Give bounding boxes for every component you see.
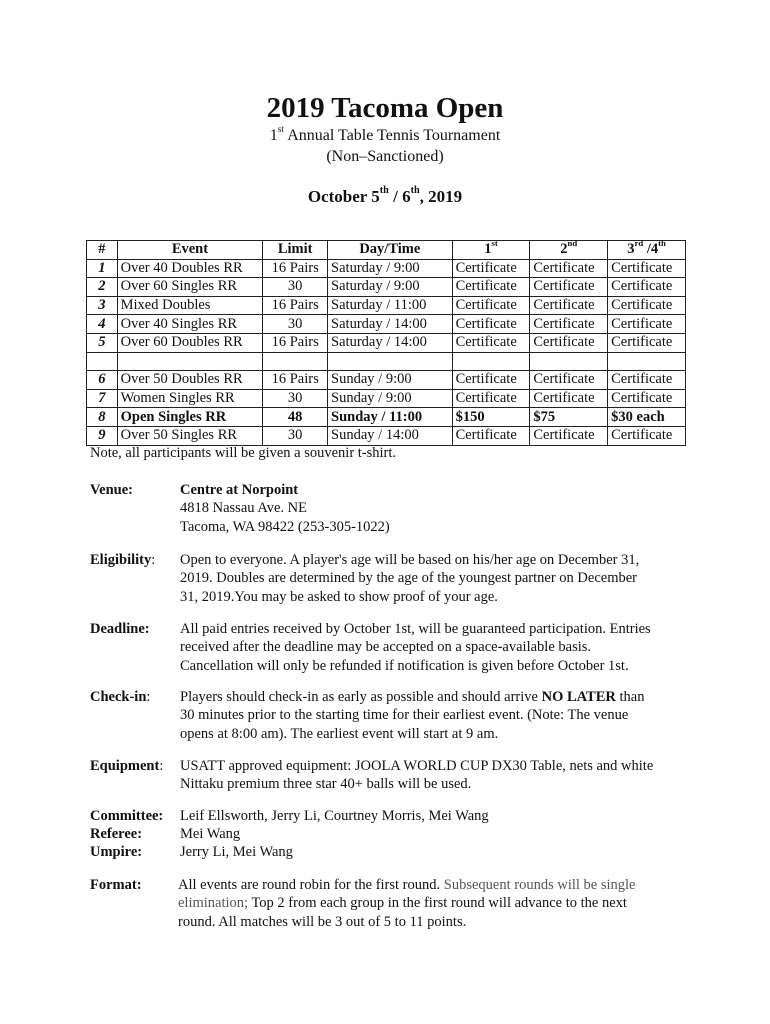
eligibility-text: [180, 551, 690, 606]
row-num: 9: [87, 426, 118, 445]
checkin-line: opens at 8:00 am). The earliest event will start at 9 am.: [180, 725, 499, 742]
referee-section: [90, 825, 690, 845]
referee-label: Referee:: [90, 826, 143, 842]
row-prize-1: Certificate: [452, 371, 530, 390]
row-limit: 30: [263, 315, 328, 334]
header-third-fourth-place: [608, 237, 686, 260]
committee-names: [180, 807, 690, 825]
row-prize-3: Certificate: [608, 315, 686, 334]
equipment-label-colon: :: [159, 758, 164, 774]
row-day-time: Saturday / 14:00: [328, 315, 453, 334]
row-event: Over 60 Doubles RR: [117, 333, 263, 352]
row-num: 8: [87, 408, 118, 427]
row-limit: 30: [263, 426, 328, 445]
format-line2-gray: elimination;: [178, 895, 249, 912]
date-part-a: October 5: [307, 187, 380, 206]
row-prize-3: Certificate: [608, 389, 686, 408]
checkin-label-colon: :: [146, 689, 151, 705]
sanction-status: (Non–Sanctioned): [326, 148, 444, 165]
deadline-text: [180, 620, 690, 675]
eligibility-label: [90, 551, 155, 569]
row-day-time: Saturday / 9:00: [328, 278, 453, 297]
checkin-label: [90, 688, 150, 706]
row-prize-2: Certificate: [530, 315, 608, 334]
eligibility-section: [90, 551, 690, 611]
row-prize-1: Certificate: [452, 278, 530, 297]
table-row: [87, 426, 686, 445]
row-num: 4: [87, 315, 118, 334]
table-row: [87, 278, 686, 297]
row-event: Women Singles RR: [117, 389, 263, 408]
checkin-line: 30 minutes prior to the starting time for their earliest event. (Note: The venue: [180, 707, 629, 724]
venue-name: Centre at Norpoint: [180, 482, 299, 498]
row-prize-1: Certificate: [452, 259, 530, 278]
equipment-label: [90, 757, 163, 775]
row-prize-2: Certificate: [530, 426, 608, 445]
committee-line: Leif Ellsworth, Jerry Li, Courtney Morris, Mei Wang: [180, 808, 489, 824]
date-ordinal-1: th: [379, 185, 389, 197]
blank-cell: [608, 352, 686, 371]
format-line: round. All matches will be 3 out of 5 to 11 points.: [178, 913, 467, 930]
deadline-line: received after the deadline may be accepted on a space-available basis.: [180, 639, 592, 656]
row-prize-2: Certificate: [530, 278, 608, 297]
umpire-label: Umpire:: [90, 844, 143, 860]
row-limit: 16 Pairs: [263, 259, 328, 278]
row-event: Over 50 Doubles RR: [117, 371, 263, 390]
equipment-line: Nittaku premium three star 40+ balls will be used.: [180, 776, 472, 793]
row-prize-1: $150: [452, 408, 530, 427]
checkin-line1-b: than: [615, 689, 645, 705]
header-third-sup: rd: [634, 237, 644, 248]
row-day-time: Sunday / 9:00: [328, 371, 453, 390]
row-prize-2: Certificate: [530, 371, 608, 390]
venue-section: [90, 481, 690, 541]
header-fourth-num: /4: [643, 241, 659, 258]
subtitle-text: Annual Table Tennis Tournament: [284, 127, 501, 144]
umpire-names: [180, 843, 690, 861]
row-event: Over 40 Singles RR: [117, 315, 263, 334]
row-limit: 16 Pairs: [263, 296, 328, 315]
row-limit: 48: [263, 408, 328, 427]
row-prize-2: Certificate: [530, 296, 608, 315]
row-limit: 16 Pairs: [263, 333, 328, 352]
header-first-place: [452, 237, 530, 260]
deadline-label: Deadline:: [90, 621, 150, 637]
blank-cell: [328, 352, 453, 371]
header-third-num: 3: [627, 241, 635, 258]
venue-details: [180, 481, 690, 536]
row-prize-3: Certificate: [608, 259, 686, 278]
row-prize-3: Certificate: [608, 371, 686, 390]
table-row: [87, 333, 686, 352]
format-text: [178, 876, 688, 931]
row-day-time: Saturday / 14:00: [328, 333, 453, 352]
table-row: [87, 371, 686, 390]
checkin-line: [180, 688, 690, 706]
referee-line: Mei Wang: [180, 826, 241, 842]
checkin-text: [180, 688, 690, 743]
table-note: Note, all participants will be given a souvenir t-shirt.: [90, 445, 397, 461]
table-header-row: [87, 241, 686, 260]
equipment-section: [90, 757, 690, 797]
row-num: 3: [87, 296, 118, 315]
format-line: [178, 876, 688, 894]
format-line2-b: Top 2 from each group in the first round will advance to the next: [248, 895, 627, 912]
eligibility-line: 31, 2019.You may be asked to show proof of your age.: [180, 588, 498, 605]
deadline-line: Cancellation will only be refunded if notification is given before October 1st.: [180, 657, 629, 674]
row-num: 7: [87, 389, 118, 408]
format-line: [178, 894, 688, 912]
row-prize-3: Certificate: [608, 333, 686, 352]
umpire-line: Jerry Li, Mei Wang: [180, 844, 293, 860]
row-num: 6: [87, 371, 118, 390]
blank-cell: [87, 352, 118, 371]
event-date: [0, 187, 770, 207]
subtitle: [0, 123, 770, 145]
header-day-time: Day/Time: [328, 241, 453, 260]
row-limit: 16 Pairs: [263, 371, 328, 390]
row-day-time: Saturday / 11:00: [328, 296, 453, 315]
equipment-text: [180, 757, 690, 794]
eligibility-line: Open to everyone. A player's age will be based on his/her age on December 31,: [180, 552, 640, 568]
row-prize-2: Certificate: [530, 333, 608, 352]
format-section: [90, 876, 690, 936]
page-title: 2019 Tacoma Open: [266, 92, 504, 124]
row-limit: 30: [263, 389, 328, 408]
committee-label: Committee:: [90, 808, 164, 824]
row-prize-1: Certificate: [452, 389, 530, 408]
header-first-sup: st: [491, 237, 498, 248]
format-line1-gray: Subsequent rounds will be single: [443, 877, 636, 893]
deadline-line: All paid entries received by October 1st, will be guaranteed participation. Entries: [180, 621, 651, 637]
row-event: Over 50 Singles RR: [117, 426, 263, 445]
equipment-label-text: Equipment: [90, 758, 160, 774]
row-num: 2: [87, 278, 118, 297]
checkin-section: [90, 688, 690, 748]
subtitle-ordinal: st: [277, 123, 285, 135]
row-prize-3: Certificate: [608, 426, 686, 445]
format-label: Format:: [90, 877, 142, 893]
header-fourth-sup: th: [658, 237, 666, 248]
header-second-place: [530, 237, 608, 260]
row-event: Open Singles RR: [117, 408, 263, 427]
row-prize-1: Certificate: [452, 315, 530, 334]
venue-label: Venue:: [90, 482, 133, 498]
deadline-section: [90, 620, 690, 680]
equipment-line: USATT approved equipment: JOOLA WORLD CUP DX30 Table, nets and white: [180, 758, 654, 774]
table-row: [87, 296, 686, 315]
blank-cell: [117, 352, 263, 371]
header-num: #: [87, 241, 118, 260]
header-event: Event: [117, 241, 263, 260]
row-prize-3: $30 each: [608, 408, 686, 427]
committee-section: [90, 807, 690, 827]
row-num: 5: [87, 333, 118, 352]
row-limit: 30: [263, 278, 328, 297]
referee-names: [180, 825, 690, 843]
blank-cell: [530, 352, 608, 371]
checkin-label-text: Check-in: [90, 689, 147, 705]
eligibility-label-colon: :: [151, 552, 156, 568]
checkin-line1-a: Players should check-in as early as possible and should arrive: [180, 689, 542, 705]
eligibility-line: 2019. Doubles are determined by the age of the youngest partner on December: [180, 570, 637, 587]
row-event: Over 40 Doubles RR: [117, 259, 263, 278]
blank-cell: [263, 352, 328, 371]
header-second-num: 2: [560, 241, 568, 258]
row-day-time: Saturday / 9:00: [328, 259, 453, 278]
eligibility-label-text: Eligibility: [90, 552, 152, 568]
row-prize-3: Certificate: [608, 278, 686, 297]
row-prize-1: Certificate: [452, 426, 530, 445]
table-row: [87, 259, 686, 278]
row-day-time: Sunday / 9:00: [328, 389, 453, 408]
venue-address-line2: Tacoma, WA 98422 (253-305-1022): [180, 518, 390, 535]
row-prize-2: Certificate: [530, 389, 608, 408]
row-prize-3: Certificate: [608, 296, 686, 315]
row-prize-2: $75: [530, 408, 608, 427]
table-row: [87, 315, 686, 334]
checkin-no-later: NO LATER: [541, 689, 616, 705]
header-limit: Limit: [263, 241, 328, 260]
row-event: Mixed Doubles: [117, 296, 263, 315]
header-second-sup: nd: [567, 237, 578, 248]
date-part-b: / 6: [388, 187, 411, 206]
row-event: Over 60 Singles RR: [117, 278, 263, 297]
blank-row: [87, 352, 686, 371]
venue-address-line1: 4818 Nassau Ave. NE: [180, 500, 307, 517]
row-day-time: Sunday / 11:00: [328, 408, 453, 427]
table-row: [87, 389, 686, 408]
row-prize-1: Certificate: [452, 333, 530, 352]
row-day-time: Sunday / 14:00: [328, 426, 453, 445]
table-row-featured: [87, 408, 686, 427]
row-num: 1: [87, 259, 118, 278]
format-line1-a: All events are round robin for the first round.: [178, 877, 444, 893]
date-ordinal-2: th: [410, 185, 420, 197]
events-table: [86, 237, 686, 446]
header-first-num: 1: [484, 241, 492, 258]
date-part-c: , 2019: [419, 187, 463, 206]
row-prize-1: Certificate: [452, 296, 530, 315]
umpire-section: [90, 843, 690, 863]
row-prize-2: Certificate: [530, 259, 608, 278]
blank-cell: [452, 352, 530, 371]
subtitle-number: 1: [269, 127, 278, 144]
